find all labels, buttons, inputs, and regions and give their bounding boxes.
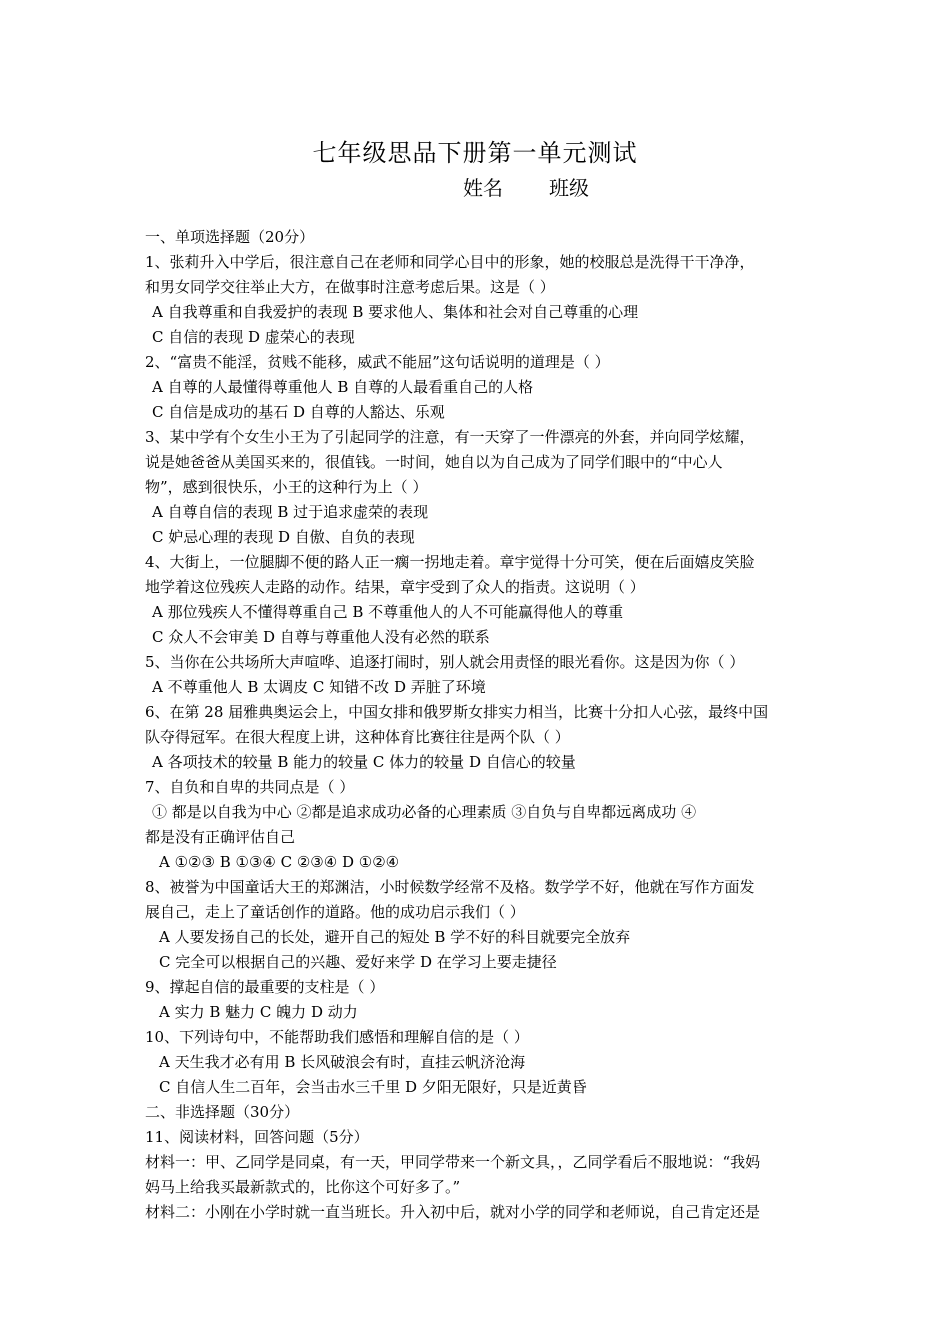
text-line: 地学着这位残疾人走路的动作。结果，章宇受到了众人的指责。这说明（ ） — [145, 578, 645, 596]
text-line: 9、撑起自信的最重要的支柱是（ ） — [145, 978, 385, 996]
text-line: 说是她爸爸从美国买来的，很值钱。一时间，她自以为自己成为了同学们眼中的“中心人 — [145, 453, 723, 471]
document-body — [145, 225, 811, 1225]
text-line: 2、“富贵不能淫，贫贱不能移，威武不能屈”这句话说明的道理是（ ） — [145, 353, 610, 371]
text-line: 材料二：小刚在小学时就一直当班长。升入初中后，就对小学的同学和老师说，自己肯定还是 — [145, 1203, 761, 1221]
text-line: A 天生我才必有用 B 长风破浪会有时，直挂云帆济沧海 — [159, 1053, 526, 1071]
text-line: A 人要发扬自己的长处，避开自己的短处 B 学不好的科目就要完全放弃 — [159, 928, 631, 946]
text-line: 物”，感到很快乐，小王的这种行为上（ ） — [145, 478, 428, 496]
text-line: A 自我尊重和自我爱护的表现 B 要求他人、集体和社会对自己尊重的心理 — [152, 303, 639, 321]
text-line: C 自信是成功的基石 D 自尊的人豁达、乐观 — [152, 403, 445, 421]
text-line: 11、阅读材料，回答问题（5分） — [145, 1128, 369, 1146]
text-line: 一、单项选择题（20分） — [145, 228, 315, 246]
text-line: A ①②③ B ①③④ C ②③④ D ①②④ — [159, 853, 400, 871]
text-line: C 自信的表现 D 虚荣心的表现 — [152, 328, 355, 346]
text-line: 妈马上给我买最新款式的，比你这个可好多了。” — [145, 1178, 461, 1196]
text-line: 10、下列诗句中，不能帮助我们感悟和理解自信的是（ ） — [145, 1028, 529, 1046]
document-title: 七年级思品下册第一单元测试 — [312, 139, 638, 167]
text-line: 二、非选择题（30分） — [145, 1103, 300, 1121]
text-line: 都是没有正确评估自己 — [145, 828, 296, 846]
text-line: C 众人不会审美 D 自尊与尊重他人没有必然的联系 — [152, 628, 490, 646]
text-line: A 实力 B 魅力 C 魄力 D 动力 — [159, 1003, 358, 1021]
text-line: 8、被誉为中国童话大王的郑渊洁，小时候数学经常不及格。数学学不好，他就在写作方面发 — [145, 878, 755, 896]
text-line: A 各项技术的较量 B 能力的较量 C 体力的较量 D 自信心的较量 — [152, 753, 576, 771]
text-line: A 自尊自信的表现 B 过于追求虚荣的表现 — [152, 503, 429, 521]
text-line: 队夺得冠军。在很大程度上讲，这种体育比赛往往是两个队（ ） — [145, 728, 570, 746]
text-line: 1、张莉升入中学后，很注意自己在老师和同学心目中的形象，她的校服总是洗得干干净净， — [145, 253, 755, 271]
class-label: 班级 — [549, 176, 589, 200]
text-line: 3、某中学有个女生小王为了引起同学的注意，有一天穿了一件漂亮的外套，并向同学炫耀， — [145, 428, 755, 446]
text-line: 材料一：甲、乙同学是同桌，有一天，甲同学带来一个新文具，，乙同学看后不服地说：“我妈 — [145, 1153, 761, 1171]
text-line: A 那位残疾人不懂得尊重自己 B 不尊重他人的人不可能赢得他人的尊重 — [152, 603, 624, 621]
text-line: 4、大街上，一位腿脚不便的路人正一瘸一拐地走着。章宇觉得十分可笑，便在后面嬉皮笑脸 — [145, 553, 755, 571]
text-line: 展自己，走上了童话创作的道路。他的成功启示我们（ ） — [145, 903, 525, 921]
text-line: 6、在第 28 届雅典奥运会上，中国女排和俄罗斯女排实力相当，比赛十分扣人心弦，最终中国 — [145, 703, 769, 721]
text-line: ① 都是以自我为中心 ②都是追求成功必备的心理素质 ③自负与自卑都远离成功 ④ — [152, 803, 697, 821]
text-line: C 自信人生二百年，会当击水三千里 D 夕阳无限好，只是近黄昏 — [159, 1078, 587, 1096]
text-line: A 不尊重他人 B 太调皮 C 知错不改 D 弄脏了环境 — [152, 678, 486, 696]
name-label: 姓名 — [463, 176, 503, 200]
name-class-line — [463, 172, 589, 201]
text-line: C 完全可以根据自己的兴趣、爱好来学 D 在学习上要走捷径 — [159, 953, 557, 971]
text-line: 7、自负和自卑的共同点是（ ） — [145, 778, 355, 796]
text-line: 5、当你在公共场所大声喧哗、追逐打闹时，别人就会用责怪的眼光看你。这是因为你（ ） — [145, 653, 745, 671]
text-line: C 妒忌心理的表现 D 自傲、自负的表现 — [152, 528, 415, 546]
text-line: A 自尊的人最懂得尊重他人 B 自尊的人最看重自己的人格 — [152, 378, 534, 396]
text-line: 和男女同学交往举止大方，在做事时注意考虑后果。这是（ ） — [145, 278, 555, 296]
